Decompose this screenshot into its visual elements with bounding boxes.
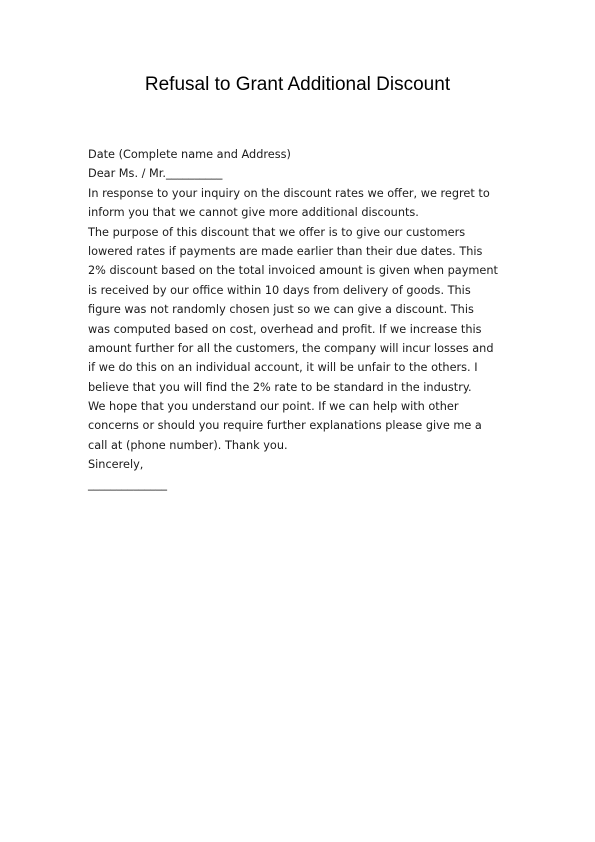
- body-line: In response to your inquiry on the discount rates we offer, we regret to: [88, 186, 490, 200]
- salutation-line: Dear Ms. / Mr.__________: [88, 167, 223, 181]
- closing-line: Sincerely,: [88, 458, 144, 472]
- body-line: The purpose of this discount that we offer is to give our customers: [88, 225, 466, 239]
- body-line: figure was not randomly chosen just so we can give a discount. This: [88, 303, 474, 317]
- body-line: is received by our office within 10 days from delivery of goods. This: [88, 283, 471, 297]
- body-line: amount further for all the customers, the company will incur losses and: [88, 341, 494, 355]
- date-line: Date (Complete name and Address): [88, 148, 291, 161]
- body-line: lowered rates if payments are made earlier than their due dates. This: [88, 244, 483, 258]
- body-line: 2% discount based on the total invoiced amount is given when payment: [88, 264, 498, 278]
- body-line: We hope that you understand our point. If we can help with other: [88, 400, 459, 414]
- body-line: concerns or should you require further explanations please give me a: [88, 419, 482, 433]
- body-line: call at (phone number). Thank you.: [88, 438, 288, 452]
- letter-body: [88, 145, 518, 494]
- body-line: was computed based on cost, overhead and profit. If we increase this: [88, 322, 482, 336]
- body-line: if we do this on an individual account, it will be unfair to the others. I: [88, 361, 478, 375]
- document-title: Refusal to Grant Additional Discount: [144, 74, 451, 95]
- body-line: inform you that we cannot give more additional discounts.: [88, 206, 419, 220]
- body-line: believe that you will find the 2% rate to be standard in the industry.: [88, 380, 472, 394]
- signature-line: ______________: [88, 477, 168, 491]
